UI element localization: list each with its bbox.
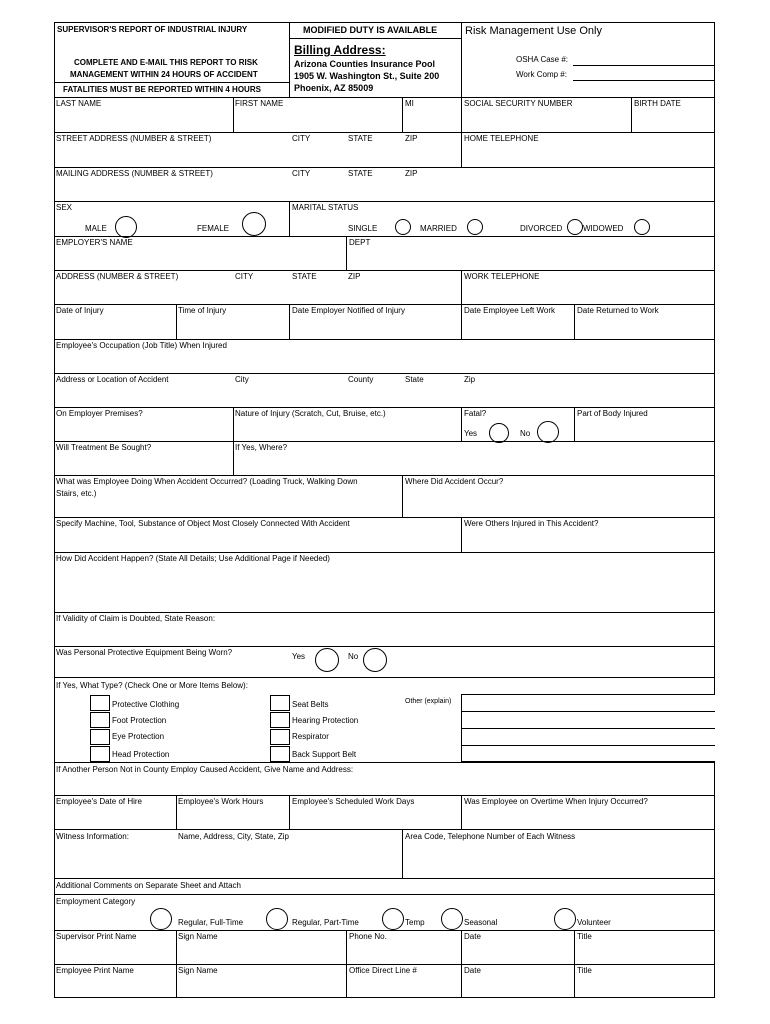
work-phone-label: WORK TELEPHONE: [464, 272, 540, 281]
billing-heading: Billing Address:: [294, 43, 386, 57]
fatalities-notice: FATALITIES MUST BE REPORTED WITHIN 4 HOURS: [63, 85, 261, 94]
divider: [54, 201, 715, 202]
widowed-label: WIDOWED: [583, 224, 624, 233]
divider: [54, 475, 715, 476]
divider: [461, 304, 462, 339]
divider: [461, 132, 462, 167]
part-time-radio[interactable]: [266, 908, 288, 930]
employee-print-label: Employee Print Name: [56, 966, 134, 975]
divider: [54, 373, 715, 374]
employee-date-label: Date: [464, 966, 481, 975]
ppe-worn-label: Was Personal Protective Equipment Being Worn?: [56, 648, 233, 657]
date-returned-label: Date Returned to Work: [577, 306, 659, 315]
mailing-zip-label: ZIP: [405, 169, 418, 178]
modified-duty-notice: MODIFIED DUTY IS AVAILABLE: [303, 25, 438, 35]
another-person-label: If Another Person Not in County Employ Caused Accident, Give Name and Address:: [56, 765, 354, 774]
on-premises-label: On Employer Premises?: [56, 409, 143, 418]
seasonal-label: Seasonal: [464, 918, 498, 927]
divider: [54, 930, 715, 931]
divider: [402, 475, 403, 517]
seat-belts-checkbox[interactable]: [270, 695, 290, 711]
time-of-injury-label: Time of Injury: [178, 306, 227, 315]
divider: [461, 517, 462, 552]
divider: [54, 552, 715, 553]
body-part-label: Part of Body Injured: [577, 409, 648, 418]
single-label: SINGLE: [348, 224, 378, 233]
divider: [289, 22, 290, 97]
employee-doing-label-2: Stairs, etc.): [56, 489, 97, 498]
hearing-protection-checkbox[interactable]: [270, 712, 290, 728]
witness-phone-label: Area Code, Telephone Number of Each Witness: [405, 832, 576, 841]
ppe-yes-radio[interactable]: [315, 648, 339, 672]
accident-location-label: Address or Location of Accident: [56, 375, 169, 384]
treatment-sought-label: Will Treatment Be Sought?: [56, 443, 152, 452]
work-hours-label: Employee's Work Hours: [178, 797, 264, 806]
foot-protection-checkbox[interactable]: [90, 712, 110, 728]
other-explain-label: Other (explain): [405, 698, 452, 705]
divider: [402, 829, 403, 878]
home-phone-label: HOME TELEPHONE: [464, 134, 539, 143]
zip-label: ZIP: [405, 134, 418, 143]
protective-clothing-label: Protective Clothing: [112, 700, 180, 709]
accident-state-label: State: [405, 375, 424, 384]
accident-zip-label: Zip: [464, 375, 476, 384]
married-radio[interactable]: [467, 219, 483, 235]
billing-line-1: Arizona Counties Insurance Pool: [294, 59, 436, 69]
divider: [54, 167, 715, 168]
volunteer-radio[interactable]: [554, 908, 576, 930]
fatal-no-radio[interactable]: [537, 421, 559, 443]
ppe-type-prompt: If Yes, What Type? (Check One or More Items Below):: [56, 681, 248, 690]
supervisor-date-label: Date: [464, 932, 481, 941]
full-time-radio[interactable]: [150, 908, 172, 930]
first-name-label: FIRST NAME: [235, 99, 284, 108]
mailing-address-label: MAILING ADDRESS (NUMBER & STREET): [56, 169, 213, 178]
divider: [461, 97, 462, 132]
employer-name-label: EMPLOYER'S NAME: [56, 238, 133, 247]
if-yes-where-label: If Yes, Where?: [235, 443, 288, 452]
divider: [289, 795, 290, 829]
date-left-work-label: Date Employee Left Work: [464, 306, 556, 315]
head-protection-checkbox[interactable]: [90, 746, 110, 762]
head-protection-label: Head Protection: [112, 750, 170, 759]
divider: [54, 517, 715, 518]
billing-line-3: Phoenix, AZ 85009: [294, 83, 374, 93]
employee-title-label: Title: [577, 966, 592, 975]
divider: [461, 728, 715, 729]
employee-doing-label-1: What was Employee Doing When Accident Occurred? (Loading Truck, Walking Down: [56, 477, 358, 486]
divorced-label: DIVORCED: [520, 224, 563, 233]
others-injured-label: Were Others Injured in This Accident?: [464, 519, 599, 528]
dept-label: DEPT: [349, 238, 371, 247]
form-title: SUPERVISOR'S REPORT OF INDUSTRIAL INJURY: [57, 25, 248, 34]
witness-name-label: Name, Address, City, State, Zip: [178, 832, 290, 841]
supervisor-title-label: Title: [577, 932, 592, 941]
back-support-belt-checkbox[interactable]: [270, 746, 290, 762]
ppe-no-label: No: [348, 652, 359, 661]
witness-info-label: Witness Information:: [56, 832, 129, 841]
fatal-no-label: No: [520, 429, 531, 438]
male-label: MALE: [85, 224, 107, 233]
divider: [461, 711, 715, 712]
divider: [54, 612, 715, 613]
divider: [54, 829, 715, 830]
divider: [54, 964, 715, 965]
divider: [461, 22, 462, 97]
protective-clothing-checkbox[interactable]: [90, 695, 110, 711]
date-of-hire-label: Employee's Date of Hire: [56, 797, 143, 806]
divider: [54, 236, 715, 237]
supervisor-print-label: Supervisor Print Name: [56, 932, 137, 941]
male-radio[interactable]: [115, 216, 137, 238]
divider: [574, 304, 575, 339]
how-happen-label: How Did Accident Happen? (State All Details; Use Additional Page if Needed): [56, 554, 330, 563]
office-direct-label: Office Direct Line #: [349, 966, 417, 975]
foot-protection-label: Foot Protection: [112, 716, 167, 725]
fatal-yes-radio[interactable]: [489, 423, 509, 443]
female-radio[interactable]: [242, 212, 266, 236]
validity-doubted-label: If Validity of Claim is Doubted, State Reason:: [56, 614, 216, 623]
date-notified-label: Date Employer Notified of Injury: [292, 306, 405, 315]
risk-management-label: Risk Management Use Only: [465, 25, 602, 37]
divider: [54, 441, 715, 442]
divider: [54, 878, 715, 879]
instruction-line-2: MANAGEMENT WITHIN 24 HOURS OF ACCIDENT: [70, 70, 258, 79]
volunteer-label: Volunteer: [577, 918, 611, 927]
mailing-city-label: CITY: [292, 169, 311, 178]
street-address-label: STREET ADDRESS (NUMBER & STREET): [56, 134, 212, 143]
osha-case-label: OSHA Case #:: [516, 55, 569, 64]
ssn-label: SOCIAL SECURITY NUMBER: [464, 99, 573, 108]
divider: [54, 339, 715, 340]
employment-category-label: Employment Category: [56, 897, 136, 906]
divider: [176, 304, 177, 339]
divider: [176, 795, 177, 829]
temp-label: Temp: [405, 918, 425, 927]
divider: [290, 38, 461, 39]
additional-comments-label: Additional Comments on Separate Sheet and Attach: [56, 881, 242, 890]
machine-tool-label: Specify Machine, Tool, Substance of Object Most Closely Connected With Accident: [56, 519, 350, 528]
divider: [346, 236, 347, 270]
divider: [461, 270, 462, 304]
marital-status-label: MARITAL STATUS: [292, 203, 359, 212]
occupation-label: Employee's Occupation (Job Title) When Injured: [56, 341, 227, 350]
scheduled-days-label: Employee's Scheduled Work Days: [292, 797, 415, 806]
divider: [289, 201, 290, 236]
divider: [54, 132, 715, 133]
osha-case-field[interactable]: [573, 65, 714, 66]
ppe-no-radio[interactable]: [363, 648, 387, 672]
divider: [402, 97, 403, 132]
divider: [631, 97, 632, 132]
eye-protection-label: Eye Protection: [112, 732, 165, 741]
accident-city-label: City: [235, 375, 249, 384]
birth-date-label: BIRTH DATE: [634, 99, 681, 108]
respirator-checkbox[interactable]: [270, 729, 290, 745]
supervisor-sign-label: Sign Name: [178, 932, 218, 941]
divider: [54, 304, 715, 305]
ppe-yes-label: Yes: [292, 652, 306, 661]
mi-label: MI: [405, 99, 414, 108]
divider: [54, 646, 715, 647]
widowed-radio[interactable]: [634, 219, 650, 235]
divider: [54, 270, 715, 271]
divider: [54, 97, 715, 98]
seat-belts-label: Seat Belts: [292, 700, 329, 709]
work-comp-label: Work Comp #:: [516, 70, 567, 79]
hearing-protection-label: Hearing Protection: [292, 716, 359, 725]
fatal-label: Fatal?: [464, 409, 487, 418]
divider: [461, 795, 462, 829]
part-time-label: Regular, Part-Time: [292, 918, 359, 927]
mailing-state-label: STATE: [348, 169, 373, 178]
divider: [54, 677, 715, 678]
state-label: STATE: [348, 134, 373, 143]
single-radio[interactable]: [395, 219, 411, 235]
employer-zip-label: ZIP: [348, 272, 361, 281]
divorced-radio[interactable]: [567, 219, 583, 235]
nature-of-injury-label: Nature of Injury (Scratch, Cut, Bruise, etc.): [235, 409, 386, 418]
employer-state-label: STATE: [292, 272, 317, 281]
divider: [574, 407, 575, 441]
back-support-belt-label: Back Support Belt: [292, 750, 357, 759]
temp-radio[interactable]: [382, 908, 404, 930]
female-label: FEMALE: [197, 224, 230, 233]
divider: [54, 795, 715, 796]
respirator-label: Respirator: [292, 732, 329, 741]
seasonal-radio[interactable]: [441, 908, 463, 930]
instruction-line-1: COMPLETE AND E-MAIL THIS REPORT TO RISK: [74, 58, 258, 67]
full-time-label: Regular, Full-Time: [178, 918, 244, 927]
accident-county-label: County: [348, 375, 374, 384]
divider: [54, 82, 290, 83]
divider: [461, 407, 462, 441]
city-label: CITY: [292, 134, 311, 143]
married-label: MARRIED: [420, 224, 457, 233]
employer-city-label: CITY: [235, 272, 254, 281]
divider: [54, 894, 715, 895]
divider: [54, 407, 715, 408]
fatal-yes-label: Yes: [464, 429, 478, 438]
date-of-injury-label: Date of Injury: [56, 306, 104, 315]
divider: [233, 97, 234, 132]
overtime-label: Was Employee on Overtime When Injury Occurred?: [464, 797, 648, 806]
sex-label: SEX: [56, 203, 73, 212]
work-comp-field[interactable]: [573, 80, 714, 81]
where-occur-label: Where Did Accident Occur?: [405, 477, 504, 486]
employer-address-label: ADDRESS (NUMBER & STREET): [56, 272, 179, 281]
divider: [54, 762, 715, 763]
employee-sign-label: Sign Name: [178, 966, 218, 975]
divider: [289, 304, 290, 339]
last-name-label: LAST NAME: [56, 99, 102, 108]
divider: [461, 745, 715, 746]
billing-line-2: 1905 W. Washington St., Suite 200: [294, 71, 440, 81]
eye-protection-checkbox[interactable]: [90, 729, 110, 745]
supervisor-phone-label: Phone No.: [349, 932, 387, 941]
